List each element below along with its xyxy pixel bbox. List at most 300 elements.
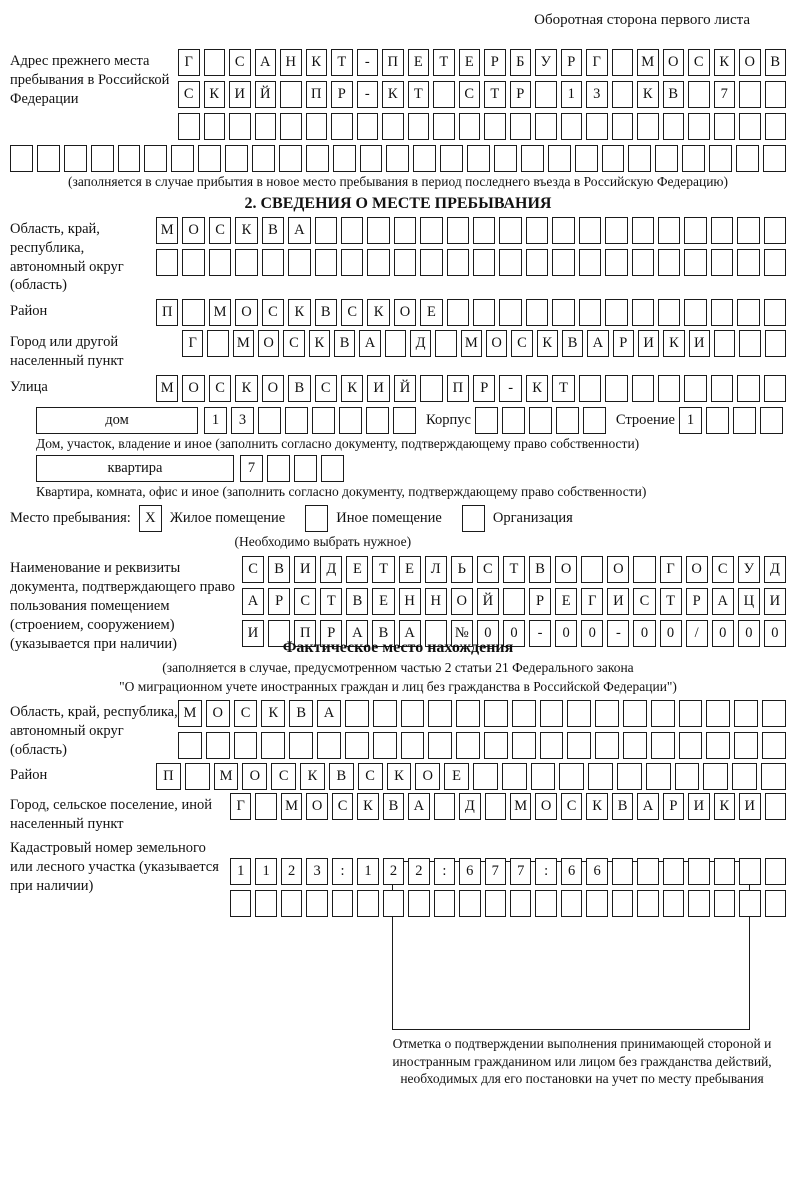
char-cell[interactable] <box>612 81 634 108</box>
char-cell[interactable] <box>762 700 786 727</box>
char-cell[interactable] <box>579 217 601 244</box>
char-cell[interactable]: В <box>346 588 368 615</box>
char-cell[interactable]: К <box>309 330 330 357</box>
char-cell[interactable] <box>339 407 362 434</box>
char-cell[interactable] <box>262 249 284 276</box>
char-cell[interactable]: О <box>206 700 230 727</box>
char-cell[interactable] <box>433 81 455 108</box>
char-cell[interactable] <box>198 145 221 172</box>
char-cell[interactable] <box>408 113 430 140</box>
char-cell[interactable]: С <box>633 588 655 615</box>
char-cell[interactable]: Г <box>586 49 608 76</box>
char-cell[interactable]: П <box>382 49 404 76</box>
char-cell[interactable] <box>765 890 786 917</box>
char-cell[interactable] <box>281 890 302 917</box>
char-cell[interactable] <box>734 732 758 759</box>
char-cell[interactable] <box>561 890 582 917</box>
char-cell[interactable]: 1 <box>255 858 276 885</box>
char-cell[interactable] <box>714 330 735 357</box>
char-cell[interactable] <box>651 700 675 727</box>
char-cell[interactable]: Е <box>459 49 481 76</box>
char-cell[interactable] <box>765 113 787 140</box>
char-cell[interactable]: И <box>294 556 316 583</box>
char-cell[interactable]: С <box>511 330 532 357</box>
char-cell[interactable]: С <box>477 556 499 583</box>
char-cell[interactable] <box>428 732 452 759</box>
char-cell[interactable]: К <box>714 49 736 76</box>
char-cell[interactable] <box>675 763 700 790</box>
char-cell[interactable]: 0 <box>503 620 525 647</box>
char-cell[interactable]: А <box>255 49 277 76</box>
char-cell[interactable]: М <box>461 330 482 357</box>
char-cell[interactable] <box>548 145 571 172</box>
char-cell[interactable] <box>612 49 634 76</box>
char-cell[interactable]: 0 <box>633 620 655 647</box>
char-cell[interactable] <box>385 330 406 357</box>
char-cell[interactable]: Ц <box>738 588 760 615</box>
char-cell[interactable] <box>765 858 786 885</box>
char-cell[interactable] <box>637 890 658 917</box>
char-cell[interactable]: С <box>209 217 231 244</box>
char-cell[interactable] <box>761 763 786 790</box>
char-cell[interactable] <box>341 217 363 244</box>
char-cell[interactable]: А <box>346 620 368 647</box>
char-cell[interactable] <box>711 375 733 402</box>
char-cell[interactable]: К <box>387 763 412 790</box>
char-cell[interactable]: А <box>317 700 341 727</box>
char-cell[interactable] <box>315 217 337 244</box>
char-cell[interactable]: 2 <box>281 858 302 885</box>
char-cell[interactable]: О <box>535 793 556 820</box>
char-cell[interactable]: Е <box>408 49 430 76</box>
char-cell[interactable] <box>285 407 308 434</box>
char-cell[interactable] <box>521 145 544 172</box>
char-cell[interactable] <box>559 763 584 790</box>
char-cell[interactable]: Е <box>346 556 368 583</box>
char-cell[interactable]: Й <box>255 81 277 108</box>
char-cell[interactable]: К <box>306 49 328 76</box>
char-cell[interactable] <box>739 113 761 140</box>
char-cell[interactable]: - <box>357 49 379 76</box>
char-cell[interactable] <box>623 732 647 759</box>
char-cell[interactable] <box>357 113 379 140</box>
char-cell[interactable] <box>386 145 409 172</box>
char-cell[interactable]: 0 <box>738 620 760 647</box>
char-cell[interactable]: 6 <box>459 858 480 885</box>
char-cell[interactable] <box>10 145 33 172</box>
char-cell[interactable] <box>632 217 654 244</box>
char-cell[interactable] <box>706 407 729 434</box>
char-cell[interactable] <box>306 890 327 917</box>
char-cell[interactable]: О <box>451 588 473 615</box>
char-cell[interactable] <box>420 375 442 402</box>
char-cell[interactable]: О <box>182 375 204 402</box>
char-cell[interactable]: И <box>242 620 264 647</box>
char-cell[interactable]: С <box>229 49 251 76</box>
char-cell[interactable] <box>737 375 759 402</box>
char-cell[interactable]: 7 <box>714 81 736 108</box>
char-cell[interactable] <box>394 249 416 276</box>
char-cell[interactable]: А <box>359 330 380 357</box>
char-cell[interactable] <box>485 793 506 820</box>
char-cell[interactable]: К <box>261 700 285 727</box>
char-cell[interactable]: И <box>607 588 629 615</box>
char-cell[interactable] <box>688 890 709 917</box>
char-cell[interactable]: П <box>447 375 469 402</box>
char-cell[interactable] <box>321 455 344 482</box>
char-cell[interactable]: Ь <box>451 556 473 583</box>
char-cell[interactable] <box>588 763 613 790</box>
char-cell[interactable] <box>182 249 204 276</box>
char-cell[interactable]: К <box>586 793 607 820</box>
char-cell[interactable]: У <box>535 49 557 76</box>
char-cell[interactable]: Т <box>660 588 682 615</box>
char-cell[interactable] <box>739 890 760 917</box>
char-cell[interactable] <box>637 113 659 140</box>
char-cell[interactable] <box>234 732 258 759</box>
char-cell[interactable] <box>367 249 389 276</box>
char-cell[interactable] <box>663 890 684 917</box>
char-cell[interactable]: М <box>156 217 178 244</box>
char-cell[interactable]: В <box>372 620 394 647</box>
char-cell[interactable]: А <box>712 588 734 615</box>
char-cell[interactable] <box>526 299 548 326</box>
char-cell[interactable] <box>447 249 469 276</box>
char-cell[interactable] <box>484 113 506 140</box>
char-cell[interactable]: С <box>262 299 284 326</box>
char-cell[interactable] <box>663 858 684 885</box>
char-cell[interactable]: К <box>235 217 257 244</box>
char-cell[interactable]: - <box>357 81 379 108</box>
char-cell[interactable] <box>261 732 285 759</box>
char-cell[interactable]: Р <box>613 330 634 357</box>
char-cell[interactable]: 6 <box>586 858 607 885</box>
dom-box[interactable]: дом <box>36 407 198 434</box>
char-cell[interactable]: Р <box>510 81 532 108</box>
char-cell[interactable]: М <box>178 700 202 727</box>
char-cell[interactable] <box>765 81 787 108</box>
char-cell[interactable]: И <box>688 793 709 820</box>
char-cell[interactable] <box>64 145 87 172</box>
char-cell[interactable]: О <box>258 330 279 357</box>
char-cell[interactable]: Н <box>425 588 447 615</box>
char-cell[interactable]: С <box>283 330 304 357</box>
char-cell[interactable]: В <box>288 375 310 402</box>
char-cell[interactable]: Д <box>764 556 786 583</box>
char-cell[interactable] <box>434 793 455 820</box>
char-cell[interactable]: О <box>235 299 257 326</box>
char-cell[interactable]: К <box>300 763 325 790</box>
char-cell[interactable]: В <box>289 700 313 727</box>
char-cell[interactable] <box>484 732 508 759</box>
char-cell[interactable] <box>473 763 498 790</box>
char-cell[interactable] <box>383 890 404 917</box>
char-cell[interactable]: И <box>739 793 760 820</box>
char-cell[interactable]: А <box>408 793 429 820</box>
char-cell[interactable] <box>679 700 703 727</box>
char-cell[interactable] <box>739 81 761 108</box>
char-cell[interactable] <box>366 407 389 434</box>
checkbox-organizatsiya[interactable] <box>462 505 485 532</box>
char-cell[interactable] <box>612 890 633 917</box>
char-cell[interactable] <box>764 299 786 326</box>
char-cell[interactable] <box>230 890 251 917</box>
char-cell[interactable]: Г <box>178 49 200 76</box>
char-cell[interactable] <box>447 217 469 244</box>
kvartira-box[interactable]: квартира <box>36 455 234 482</box>
char-cell[interactable]: О <box>686 556 708 583</box>
char-cell[interactable] <box>333 145 356 172</box>
char-cell[interactable] <box>413 145 436 172</box>
char-cell[interactable]: Н <box>399 588 421 615</box>
char-cell[interactable] <box>732 763 757 790</box>
char-cell[interactable]: В <box>315 299 337 326</box>
char-cell[interactable] <box>733 407 756 434</box>
char-cell[interactable] <box>764 249 786 276</box>
char-cell[interactable]: 6 <box>561 858 582 885</box>
char-cell[interactable] <box>734 700 758 727</box>
char-cell[interactable] <box>628 145 651 172</box>
char-cell[interactable]: 3 <box>231 407 254 434</box>
char-cell[interactable]: Й <box>394 375 416 402</box>
char-cell[interactable] <box>684 217 706 244</box>
char-cell[interactable]: С <box>294 588 316 615</box>
char-cell[interactable]: В <box>663 81 685 108</box>
char-cell[interactable] <box>765 793 786 820</box>
char-cell[interactable]: Р <box>686 588 708 615</box>
char-cell[interactable] <box>706 700 730 727</box>
char-cell[interactable]: 3 <box>306 858 327 885</box>
char-cell[interactable]: А <box>399 620 421 647</box>
char-cell[interactable] <box>540 700 564 727</box>
char-cell[interactable] <box>341 249 363 276</box>
char-cell[interactable]: О <box>242 763 267 790</box>
char-cell[interactable]: Д <box>320 556 342 583</box>
char-cell[interactable] <box>679 732 703 759</box>
char-cell[interactable]: О <box>486 330 507 357</box>
char-cell[interactable] <box>252 145 275 172</box>
char-cell[interactable] <box>420 249 442 276</box>
char-cell[interactable] <box>651 732 675 759</box>
char-cell[interactable] <box>586 890 607 917</box>
char-cell[interactable] <box>709 145 732 172</box>
char-cell[interactable] <box>711 249 733 276</box>
char-cell[interactable]: Р <box>663 793 684 820</box>
char-cell[interactable]: О <box>262 375 284 402</box>
char-cell[interactable]: Е <box>420 299 442 326</box>
char-cell[interactable] <box>510 113 532 140</box>
char-cell[interactable] <box>373 732 397 759</box>
char-cell[interactable] <box>433 113 455 140</box>
char-cell[interactable]: В <box>612 793 633 820</box>
char-cell[interactable] <box>204 113 226 140</box>
char-cell[interactable] <box>315 249 337 276</box>
char-cell[interactable]: К <box>663 330 684 357</box>
char-cell[interactable] <box>267 455 290 482</box>
char-cell[interactable] <box>345 700 369 727</box>
char-cell[interactable]: М <box>281 793 302 820</box>
char-cell[interactable]: 0 <box>764 620 786 647</box>
char-cell[interactable] <box>714 890 735 917</box>
char-cell[interactable]: 0 <box>581 620 603 647</box>
char-cell[interactable]: О <box>739 49 761 76</box>
char-cell[interactable] <box>714 113 736 140</box>
char-cell[interactable]: Р <box>484 49 506 76</box>
char-cell[interactable]: О <box>306 793 327 820</box>
char-cell[interactable] <box>688 113 710 140</box>
char-cell[interactable] <box>306 113 328 140</box>
char-cell[interactable] <box>605 249 627 276</box>
char-cell[interactable]: И <box>638 330 659 357</box>
char-cell[interactable] <box>605 375 627 402</box>
char-cell[interactable] <box>440 145 463 172</box>
char-cell[interactable] <box>331 113 353 140</box>
char-cell[interactable] <box>473 299 495 326</box>
char-cell[interactable]: Т <box>372 556 394 583</box>
char-cell[interactable] <box>764 375 786 402</box>
char-cell[interactable] <box>434 890 455 917</box>
char-cell[interactable] <box>288 249 310 276</box>
char-cell[interactable] <box>633 556 655 583</box>
char-cell[interactable] <box>760 407 783 434</box>
char-cell[interactable] <box>171 145 194 172</box>
char-cell[interactable]: В <box>562 330 583 357</box>
char-cell[interactable]: Т <box>408 81 430 108</box>
char-cell[interactable] <box>178 732 202 759</box>
char-cell[interactable]: С <box>712 556 734 583</box>
char-cell[interactable] <box>739 330 760 357</box>
char-cell[interactable]: И <box>229 81 251 108</box>
char-cell[interactable]: - <box>529 620 551 647</box>
char-cell[interactable]: 2 <box>383 858 404 885</box>
char-cell[interactable] <box>258 407 281 434</box>
char-cell[interactable]: М <box>214 763 239 790</box>
char-cell[interactable]: Т <box>503 556 525 583</box>
char-cell[interactable]: С <box>209 375 231 402</box>
char-cell[interactable]: С <box>178 81 200 108</box>
char-cell[interactable]: И <box>689 330 710 357</box>
char-cell[interactable]: Р <box>561 49 583 76</box>
char-cell[interactable]: Т <box>331 49 353 76</box>
char-cell[interactable] <box>428 700 452 727</box>
char-cell[interactable]: В <box>268 556 290 583</box>
char-cell[interactable]: Й <box>477 588 499 615</box>
char-cell[interactable]: Г <box>230 793 251 820</box>
char-cell[interactable] <box>595 732 619 759</box>
char-cell[interactable]: № <box>451 620 473 647</box>
char-cell[interactable] <box>579 249 601 276</box>
char-cell[interactable] <box>684 375 706 402</box>
char-cell[interactable]: О <box>663 49 685 76</box>
char-cell[interactable] <box>435 330 456 357</box>
char-cell[interactable]: К <box>204 81 226 108</box>
char-cell[interactable] <box>235 249 257 276</box>
char-cell[interactable]: С <box>561 793 582 820</box>
char-cell[interactable] <box>306 145 329 172</box>
char-cell[interactable] <box>535 890 556 917</box>
char-cell[interactable] <box>255 793 276 820</box>
char-cell[interactable]: К <box>637 81 659 108</box>
char-cell[interactable] <box>602 145 625 172</box>
char-cell[interactable]: Е <box>444 763 469 790</box>
char-cell[interactable] <box>494 145 517 172</box>
char-cell[interactable] <box>617 763 642 790</box>
char-cell[interactable] <box>765 330 786 357</box>
char-cell[interactable] <box>456 732 480 759</box>
char-cell[interactable]: К <box>526 375 548 402</box>
char-cell[interactable]: 0 <box>660 620 682 647</box>
char-cell[interactable]: О <box>182 217 204 244</box>
char-cell[interactable]: К <box>235 375 257 402</box>
char-cell[interactable]: О <box>415 763 440 790</box>
char-cell[interactable]: 0 <box>477 620 499 647</box>
char-cell[interactable] <box>736 145 759 172</box>
char-cell[interactable] <box>605 217 627 244</box>
char-cell[interactable] <box>332 890 353 917</box>
char-cell[interactable]: Р <box>331 81 353 108</box>
char-cell[interactable]: Г <box>581 588 603 615</box>
char-cell[interactable] <box>255 890 276 917</box>
char-cell[interactable]: С <box>688 49 710 76</box>
char-cell[interactable]: / <box>686 620 708 647</box>
char-cell[interactable]: Б <box>510 49 532 76</box>
char-cell[interactable]: К <box>288 299 310 326</box>
char-cell[interactable]: О <box>607 556 629 583</box>
char-cell[interactable]: В <box>329 763 354 790</box>
char-cell[interactable]: 2 <box>408 858 429 885</box>
char-cell[interactable]: 7 <box>485 858 506 885</box>
char-cell[interactable] <box>312 407 335 434</box>
char-cell[interactable]: О <box>394 299 416 326</box>
checkbox-zhiloe[interactable]: X <box>139 505 162 532</box>
char-cell[interactable]: А <box>288 217 310 244</box>
char-cell[interactable] <box>688 81 710 108</box>
char-cell[interactable]: Р <box>473 375 495 402</box>
char-cell[interactable] <box>711 217 733 244</box>
char-cell[interactable] <box>612 113 634 140</box>
char-cell[interactable]: О <box>555 556 577 583</box>
char-cell[interactable] <box>632 375 654 402</box>
char-cell[interactable] <box>185 763 210 790</box>
char-cell[interactable] <box>280 113 302 140</box>
char-cell[interactable]: А <box>587 330 608 357</box>
char-cell[interactable]: 7 <box>240 455 263 482</box>
char-cell[interactable]: П <box>156 299 178 326</box>
char-cell[interactable]: Д <box>459 793 480 820</box>
char-cell[interactable] <box>684 299 706 326</box>
char-cell[interactable]: Л <box>425 556 447 583</box>
char-cell[interactable] <box>623 700 647 727</box>
char-cell[interactable] <box>156 249 178 276</box>
char-cell[interactable] <box>605 299 627 326</box>
char-cell[interactable]: М <box>510 793 531 820</box>
char-cell[interactable] <box>499 249 521 276</box>
char-cell[interactable] <box>658 217 680 244</box>
char-cell[interactable]: В <box>262 217 284 244</box>
char-cell[interactable] <box>579 299 601 326</box>
char-cell[interactable]: Т <box>433 49 455 76</box>
char-cell[interactable] <box>682 145 705 172</box>
char-cell[interactable] <box>512 732 536 759</box>
char-cell[interactable]: Т <box>320 588 342 615</box>
char-cell[interactable]: Е <box>372 588 394 615</box>
char-cell[interactable]: С <box>271 763 296 790</box>
char-cell[interactable] <box>714 858 735 885</box>
char-cell[interactable]: 1 <box>561 81 583 108</box>
char-cell[interactable]: П <box>156 763 181 790</box>
char-cell[interactable] <box>178 113 200 140</box>
char-cell[interactable]: С <box>242 556 264 583</box>
